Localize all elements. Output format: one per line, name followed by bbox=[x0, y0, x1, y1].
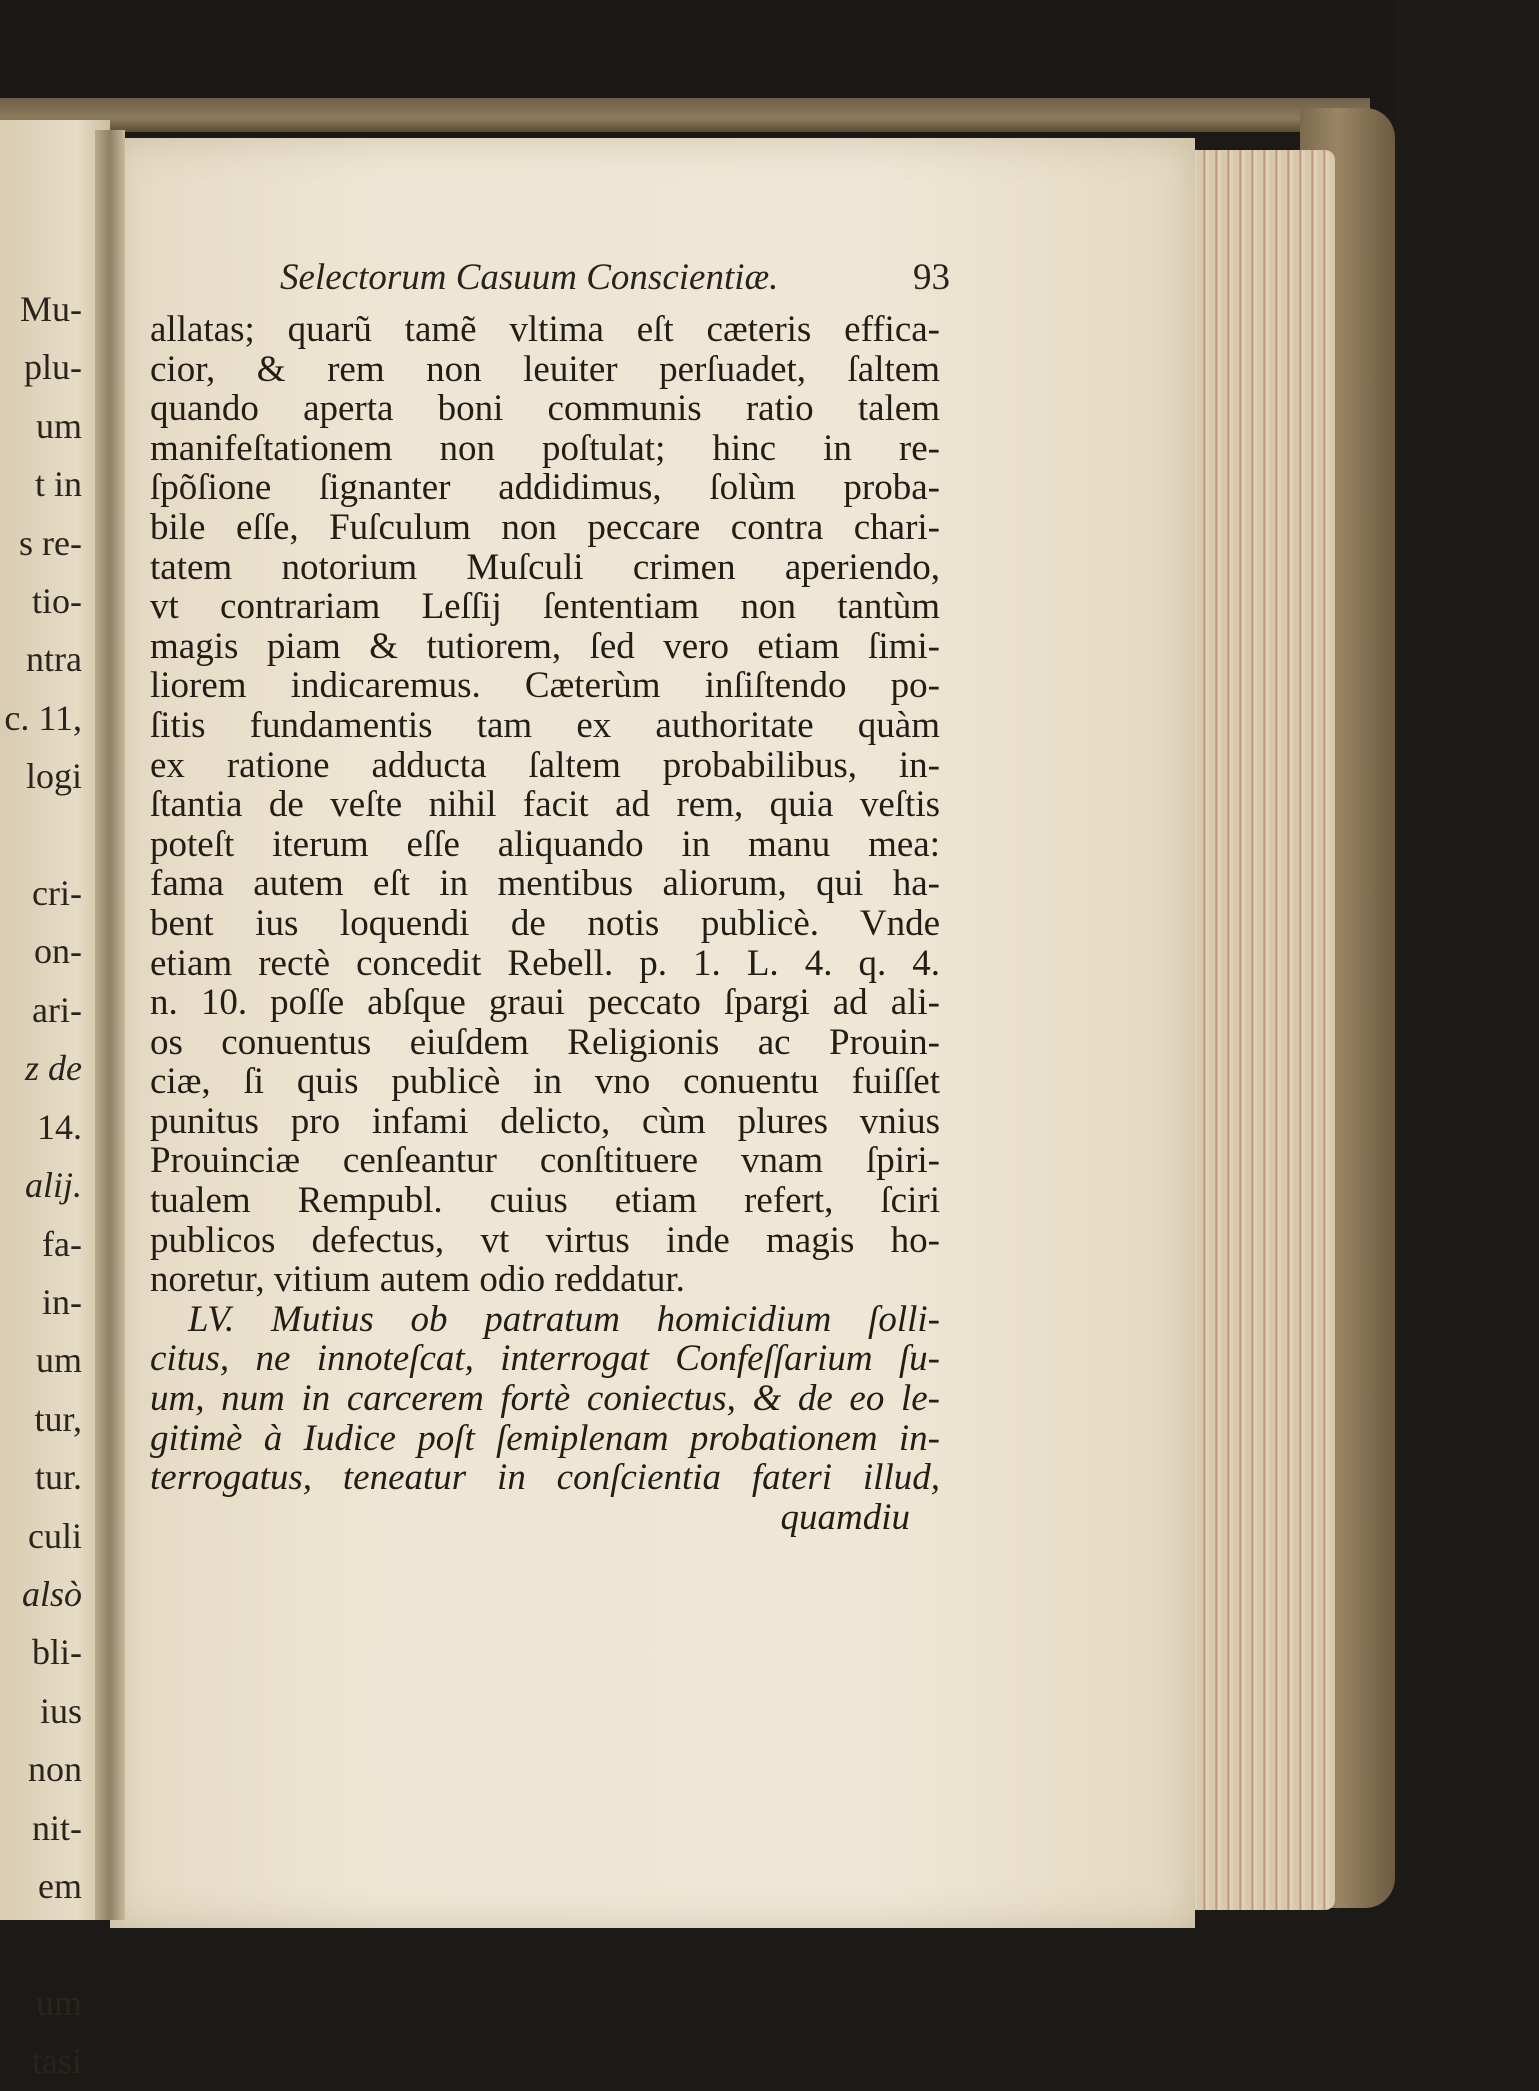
text-line: ſtantia de veſte nihil facit ad rem, quia veſtis bbox=[150, 784, 940, 826]
case-line: citus, ne innoteſcat, interrogat Confeſſarium ſu- bbox=[150, 1338, 940, 1380]
left-fragment: t in bbox=[34, 464, 82, 505]
text-line: ſpõſione ſignanter addidimus, ſolùm proba- bbox=[150, 467, 940, 509]
text-line: tatem notorium Muſculi crimen aperiendo, bbox=[150, 546, 940, 588]
running-title: Selectorum Casuum Conscientiæ. bbox=[280, 257, 779, 298]
left-fragment: ius bbox=[39, 1690, 82, 1731]
page-number: 93 bbox=[913, 257, 950, 298]
background-right bbox=[1395, 0, 1539, 2029]
text-line: tualem Rempubl. cuius etiam refert, ſciri bbox=[150, 1180, 940, 1222]
left-fragment: alij. bbox=[24, 1165, 82, 1206]
left-fragment: tio- bbox=[32, 581, 82, 622]
left-fragment: on- bbox=[34, 931, 82, 972]
text-line: bent ius loquendi de notis publicè. Vnde bbox=[150, 902, 940, 944]
left-fragment: ntra bbox=[26, 639, 82, 680]
left-fragment: fa- bbox=[42, 1223, 82, 1264]
text-line: poteſt iterum eſſe aliquando in manu mea: bbox=[150, 823, 940, 865]
left-fragment: s re- bbox=[19, 522, 82, 563]
case-line: LV. Mutius ob patratum homicidium ſolli- bbox=[188, 1298, 940, 1340]
text-line: Prouinciæ cenſeantur conſtituere vnam ſpiri- bbox=[150, 1140, 940, 1182]
text-line: publicos defectus, vt virtus inde magis ho- bbox=[150, 1219, 940, 1261]
left-fragment: z de bbox=[25, 1048, 82, 1089]
text-line: quando aperta boni communis ratio talem bbox=[150, 388, 940, 430]
left-fragment: culi bbox=[28, 1515, 82, 1556]
left-fragment: alsò bbox=[21, 1573, 82, 1614]
left-fragment: logi bbox=[25, 756, 82, 797]
catchword: quamdiu bbox=[780, 1496, 910, 1538]
text-line: magis piam & tutiorem, ſed vero etiam ſimi- bbox=[150, 625, 940, 667]
left-fragment: 14. bbox=[37, 1106, 82, 1147]
case-line: terrogatus, teneatur in conſcientia fateri illud, bbox=[150, 1457, 940, 1499]
running-header bbox=[280, 256, 950, 306]
text-line: cior, & rem non leuiter perſuadet, ſaltem bbox=[150, 348, 940, 390]
text-line: n. 10. poſſe abſque graui peccato ſpargi ad ali- bbox=[150, 982, 940, 1024]
text-line: ciæ, ſi quis publicè in vno conuentu fuiſſet bbox=[150, 1061, 940, 1103]
text-line: ſitis fundamentis tam ex authoritate quàm bbox=[150, 704, 940, 746]
left-fragment: in- bbox=[42, 1281, 82, 1322]
text-line: punitus pro infami delicto, cùm plures vnius bbox=[150, 1100, 940, 1142]
page-edges bbox=[1185, 150, 1335, 1910]
left-fragment: em bbox=[38, 1865, 82, 1906]
case-line: um, num in carcerem fortè coniectus, & de eo le- bbox=[150, 1378, 940, 1420]
left-fragment: plu- bbox=[24, 347, 82, 388]
case-line: gitimè à Iudice poſt ſemiplenam probationem in- bbox=[150, 1417, 940, 1459]
text-line: ex ratione adducta ſaltem probabilibus, in- bbox=[150, 744, 940, 786]
left-fragment: ari- bbox=[32, 989, 82, 1030]
text-line: manifeſtationem non poſtulat; hinc in re- bbox=[150, 427, 940, 469]
book-cover-top-edge bbox=[0, 98, 1370, 132]
left-fragment: um bbox=[35, 1982, 82, 2023]
left-page-fragments bbox=[0, 280, 100, 2091]
text-line: bile eſſe, Fuſculum non peccare contra chari- bbox=[150, 506, 940, 548]
body-text bbox=[150, 310, 940, 1537]
text-line: allatas; quarũ tamẽ vltima eſt cæteris effica- bbox=[150, 309, 940, 350]
left-fragment: tasi bbox=[32, 2041, 82, 2082]
left-fragment: um bbox=[35, 405, 82, 446]
text-line: etiam rectè concedit Rebell. p. 1. L. 4. q. 4. bbox=[150, 942, 940, 984]
text-line: noretur, vitium autem odio reddatur. bbox=[150, 1259, 685, 1301]
text-line: vt contrariam Leſſij ſententiam non tantùm bbox=[150, 586, 940, 628]
left-fragment bbox=[0, 1915, 82, 1973]
left-fragment: cri- bbox=[32, 873, 82, 914]
left-fragment: tur, bbox=[34, 1398, 82, 1439]
left-fragment: nit- bbox=[32, 1807, 82, 1848]
left-fragment: non bbox=[28, 1749, 82, 1790]
left-fragment: bli- bbox=[32, 1632, 82, 1673]
left-fragment: Mu- bbox=[20, 289, 82, 329]
text-line: fama autem eſt in mentibus aliorum, qui ha- bbox=[150, 863, 940, 905]
left-fragment bbox=[0, 806, 82, 864]
text-line: liorem indicaremus. Cæterùm inſiſtendo po- bbox=[150, 665, 940, 707]
left-fragment: tur. bbox=[34, 1457, 82, 1498]
text-line: os conuentus eiuſdem Religionis ac Prouin- bbox=[150, 1021, 940, 1063]
left-fragment: um bbox=[35, 1340, 82, 1381]
left-fragment: c. 11, bbox=[4, 697, 82, 738]
